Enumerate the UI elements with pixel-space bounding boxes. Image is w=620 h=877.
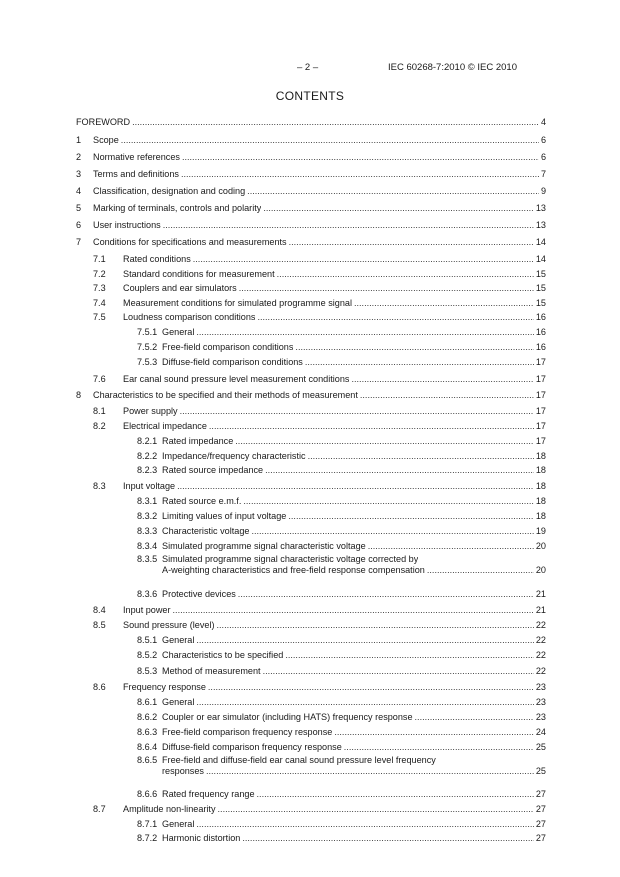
- toc-entry-page: 27: [535, 788, 546, 799]
- toc-entry-page: 18: [535, 510, 546, 521]
- toc-entry-number: 8.4: [93, 605, 106, 615]
- dot-leader: [360, 390, 534, 401]
- toc-entry-line: [162, 526, 546, 537]
- toc-entry-line: [162, 465, 546, 476]
- dot-leader: [121, 135, 539, 146]
- toc-entry-title: Loudness comparison conditions: [123, 312, 256, 322]
- toc-entry-number: 8: [76, 390, 82, 400]
- toc-entry-number: 8.3: [93, 481, 106, 491]
- dot-leader: [415, 712, 534, 723]
- toc-entry-line: [162, 451, 546, 462]
- toc-entry-page: 15: [535, 268, 546, 279]
- toc-entry-title: Free-field and diffuse-field ear canal sound pressure level frequency: [162, 754, 436, 765]
- dot-leader: [208, 682, 534, 693]
- toc-entry-title: Classification, designation and coding: [93, 186, 246, 196]
- toc-entry-title: Rated impedance: [162, 435, 234, 446]
- toc-entry-title: Free-field comparison frequency response: [162, 726, 333, 737]
- toc-entry-number: 8.2.3: [137, 465, 158, 475]
- toc-entry-number: 7.5: [93, 312, 106, 322]
- toc-entry-title: Harmonic distortion: [162, 833, 241, 843]
- toc-entry-page: 23: [535, 711, 546, 722]
- toc-entry-page: 6: [540, 152, 546, 162]
- dot-leader: [257, 789, 534, 800]
- toc-entry-page: 25: [535, 765, 546, 776]
- toc-entry-line: [123, 283, 546, 294]
- dot-leader: [368, 541, 534, 552]
- toc-entry-number: 7: [76, 237, 82, 247]
- toc-entry-line: [162, 436, 546, 447]
- toc-entry-number: 8.7.1: [137, 818, 158, 829]
- toc-entry-title: Coupler or ear simulator (including HATS) frequency response: [162, 711, 413, 722]
- dot-leader: [242, 833, 534, 844]
- toc-entry-page: 15: [535, 283, 546, 293]
- toc-entry-number: 8.6: [93, 681, 106, 692]
- dot-leader: [235, 436, 534, 447]
- toc-entry-title: Rated conditions: [123, 253, 191, 264]
- toc-entry-title: Method of measurement: [162, 665, 261, 676]
- toc-entry-title: Rated source e.m.f.: [162, 496, 242, 506]
- toc-entry-page: 19: [535, 525, 546, 536]
- toc-entry-title: Terms and definitions: [93, 169, 179, 179]
- toc-entry-number: 7.2: [93, 268, 106, 279]
- toc-entry-line: [123, 620, 546, 631]
- toc-entry-line: [93, 135, 546, 146]
- toc-entry-page: 14: [535, 253, 546, 264]
- toc-entry-number: 8.7.2: [137, 833, 158, 843]
- toc-entry-title: Rated frequency range: [162, 788, 255, 799]
- toc-entry-number: 8.5: [93, 619, 106, 630]
- dot-leader: [196, 697, 534, 708]
- toc-entry-line: [162, 357, 546, 368]
- toc-entry-line: [93, 220, 546, 231]
- dot-leader: [257, 312, 533, 323]
- toc-entry-line: [123, 682, 546, 693]
- toc-entry-title: Characteristics to be specified and their methods of measurement: [93, 390, 358, 400]
- toc-entry-number: 6: [76, 220, 82, 230]
- dot-leader: [351, 374, 533, 385]
- toc-entry-line: [162, 635, 546, 646]
- toc-entry-line: [162, 650, 546, 661]
- dot-leader: [263, 203, 534, 214]
- toc-entry-page: 18: [535, 450, 546, 461]
- dot-leader: [251, 526, 533, 537]
- toc-entry-title: Free-field comparison conditions: [162, 342, 294, 352]
- toc-entry-title: General: [162, 818, 195, 829]
- dot-leader: [289, 237, 534, 248]
- dot-leader: [181, 169, 539, 180]
- toc-entry-title-continued: A-weighting characteristics and free-field response compensation: [162, 564, 425, 575]
- toc-entry-line: [162, 511, 546, 522]
- toc-entry-line: [93, 169, 546, 180]
- toc-entry-line: [123, 254, 546, 265]
- toc-entry-page: 25: [535, 741, 546, 752]
- toc-entry-number: 7.3: [93, 283, 106, 293]
- toc-entry-title: Normative references: [93, 152, 180, 162]
- toc-entry-line: [93, 390, 546, 401]
- toc-entry-line: [93, 203, 546, 214]
- toc-entry-title: Frequency response: [123, 681, 206, 692]
- toc-entry-page: 22: [535, 619, 546, 630]
- toc-entry-line: [123, 312, 546, 323]
- toc-entry-number: 8.5.3: [137, 665, 158, 676]
- toc-entry-line: [162, 742, 546, 753]
- toc-entry-page: 21: [535, 589, 546, 599]
- toc-entry-number: 8.5.1: [137, 634, 158, 645]
- toc-entry-title: Power supply: [123, 406, 178, 416]
- dot-leader: [163, 220, 534, 231]
- toc-entry-line: [123, 421, 546, 432]
- toc-entry-page: 17: [535, 373, 546, 384]
- toc-entry-page: 18: [535, 496, 546, 506]
- toc-entry-number: 8.3.5: [137, 553, 158, 564]
- toc-entry-line: [162, 342, 546, 353]
- toc-entry-number: 4: [76, 186, 82, 196]
- toc-entry-line: [123, 374, 546, 385]
- toc-entry-page: 17: [535, 390, 546, 400]
- toc-entry-number: 7.5.2: [137, 342, 158, 352]
- toc-entry-number: 8.6.5: [137, 754, 158, 765]
- toc-entry-number: 8.6.4: [137, 741, 158, 752]
- toc-entry-line: [162, 541, 546, 552]
- standard-id: IEC 60268-7:2010 © IEC 2010: [388, 62, 518, 73]
- toc-entry-line: [162, 819, 546, 830]
- toc-entry-number: 8.3.6: [137, 589, 158, 599]
- toc-entry-line: [123, 269, 546, 280]
- page-header: [0, 62, 620, 76]
- toc-entry-title: Impedance/frequency characteristic: [162, 450, 306, 461]
- toc-entry-page: 13: [535, 203, 546, 213]
- dot-leader: [334, 727, 534, 738]
- toc-entry-title: General: [162, 696, 195, 707]
- toc-entry-number: 7.1: [93, 253, 106, 264]
- dot-leader: [196, 327, 534, 338]
- dot-leader: [239, 283, 534, 294]
- toc-entry-page: 16: [535, 342, 546, 352]
- toc-entry-title: Characteristics to be specified: [162, 649, 284, 660]
- toc-entry-title: Measurement conditions for simulated programme signal: [123, 297, 352, 308]
- toc-entry-page: 14: [535, 237, 546, 247]
- toc-entry-page: 27: [535, 803, 546, 814]
- toc-entry-title: Protective devices: [162, 589, 236, 599]
- toc-entry-title: Limiting values of input voltage: [162, 510, 287, 521]
- toc-entry-number: 8.3.2: [137, 510, 158, 521]
- toc-entry-page: 27: [535, 833, 546, 843]
- toc-entry-page: 6: [540, 135, 546, 145]
- toc-entry-title: Rated source impedance: [162, 465, 264, 475]
- dot-leader: [206, 766, 534, 777]
- toc-entry-line: [76, 117, 546, 128]
- dot-leader: [288, 511, 534, 522]
- dot-leader: [196, 819, 534, 830]
- toc-entry-line: [162, 727, 546, 738]
- toc-entry-page: 21: [535, 605, 546, 615]
- dot-leader: [354, 298, 534, 309]
- toc-entry-page: 23: [535, 696, 546, 707]
- toc-entry-number: 8.6.2: [137, 711, 158, 722]
- toc-entry-number: 7.5.3: [137, 357, 158, 367]
- toc-entry-line: [162, 766, 546, 777]
- toc-entry-page: 16: [535, 312, 546, 322]
- toc-entry-number: 7.6: [93, 373, 106, 384]
- toc-entry-page: 17: [535, 435, 546, 446]
- toc-entry-title: Diffuse-field comparison conditions: [162, 357, 303, 367]
- toc-entry-title: Standard conditions for measurement: [123, 268, 275, 279]
- toc-entry-title: Diffuse-field comparison frequency response: [162, 741, 342, 752]
- dot-leader: [209, 421, 534, 432]
- toc-entry-line: [162, 833, 546, 844]
- dot-leader: [182, 152, 539, 163]
- toc-entry-line: [162, 712, 546, 723]
- toc-entry-page: 17: [535, 357, 546, 367]
- toc-entry-line: [123, 481, 546, 492]
- toc-entry-number: 8.6.6: [137, 788, 158, 799]
- toc-entry-number: 8.2.2: [137, 450, 158, 461]
- toc-entry-page: 22: [535, 649, 546, 660]
- dot-leader: [193, 254, 534, 265]
- toc-entry-title: Simulated programme signal characteristic voltage: [162, 540, 366, 551]
- toc-entry-line: [162, 565, 546, 576]
- toc-entry-line: [162, 589, 546, 600]
- toc-entry-title: Characteristic voltage: [162, 525, 250, 536]
- toc-entry-number: 5: [76, 203, 82, 213]
- dot-leader: [180, 406, 534, 417]
- toc-entry-number: 1: [76, 135, 82, 145]
- toc-entry-title: General: [162, 634, 195, 645]
- dot-leader: [196, 635, 534, 646]
- dot-leader: [173, 605, 534, 616]
- dot-leader: [177, 481, 534, 492]
- toc-entry-number: 8.2.1: [137, 435, 158, 446]
- toc-entry-line: [123, 298, 546, 309]
- toc-entry-line: [162, 789, 546, 800]
- toc-entry-title: Marking of terminals, controls and polarity: [93, 203, 262, 213]
- toc-entry-line: [162, 327, 546, 338]
- toc-entry-title-continued: responses: [162, 765, 204, 776]
- toc-entry-title: Input power: [123, 605, 171, 615]
- page-number: – 2 –: [297, 62, 319, 73]
- toc-entry-number: 8.3.1: [137, 496, 158, 506]
- toc-entry-number: 8.7: [93, 803, 106, 814]
- toc-entry-title: Electrical impedance: [123, 421, 207, 431]
- toc-entry-page: 17: [535, 406, 546, 416]
- toc-entry-line: [123, 605, 546, 616]
- toc-entry-number: 7.4: [93, 297, 106, 308]
- toc-entry-title: Couplers and ear simulators: [123, 283, 237, 293]
- toc-entry-page: 22: [535, 665, 546, 676]
- toc-entry-number: 8.1: [93, 406, 106, 416]
- toc-entry-title: Conditions for specifications and measurements: [93, 237, 287, 247]
- dot-leader: [218, 804, 534, 815]
- toc-entry-page: 24: [535, 726, 546, 737]
- toc-entry-title: Simulated programme signal characteristic voltage corrected by: [162, 553, 419, 564]
- toc-entry-title: General: [162, 327, 195, 337]
- toc-entry-title: Scope: [93, 135, 119, 145]
- toc-entry-page: 18: [535, 465, 546, 475]
- toc-entry-line: [93, 237, 546, 248]
- toc-entry-line: [93, 186, 546, 197]
- toc-entry-page: 4: [540, 117, 546, 127]
- dot-leader: [238, 589, 534, 600]
- toc-entry-page: 20: [535, 540, 546, 551]
- toc-entry-line: [162, 496, 546, 507]
- toc-entry-line: [123, 804, 546, 815]
- toc-entry-page: 13: [535, 220, 546, 230]
- toc-entry-page: 27: [535, 818, 546, 829]
- dot-leader: [217, 620, 534, 631]
- toc-entry-page: 15: [535, 297, 546, 308]
- toc-entry-page: 23: [535, 681, 546, 692]
- dot-leader: [265, 465, 534, 476]
- toc-entry-line: [162, 666, 546, 677]
- toc-entry-number: 8.5.2: [137, 649, 158, 660]
- toc-entry-line: [162, 697, 546, 708]
- toc-entry-page: 20: [535, 564, 546, 575]
- toc-entry-line: [93, 152, 546, 163]
- toc-entry-number: 8.2: [93, 421, 106, 431]
- dot-leader: [427, 565, 534, 576]
- toc-entry-title: Amplitude non-linearity: [123, 803, 216, 814]
- toc-entry-page: 22: [535, 634, 546, 645]
- toc-entry-page: 9: [540, 186, 546, 196]
- toc-entry-page: 7: [540, 169, 546, 179]
- dot-leader: [277, 269, 534, 280]
- toc-entry-number: 8.6.3: [137, 726, 158, 737]
- toc-entry-number: 8.3.3: [137, 525, 158, 536]
- toc-entry-page: 18: [535, 481, 546, 491]
- dot-leader: [285, 650, 534, 661]
- toc-entry-page: 16: [535, 327, 546, 337]
- dot-leader: [344, 742, 534, 753]
- page-title: CONTENTS: [275, 89, 345, 103]
- dot-leader: [308, 451, 534, 462]
- dot-leader: [243, 496, 534, 507]
- dot-leader: [132, 117, 539, 128]
- dot-leader: [263, 666, 534, 677]
- toc-entry-number: 7.5.1: [137, 327, 158, 337]
- toc-entry-title: Sound pressure (level): [123, 619, 215, 630]
- toc-entry-number: 2: [76, 152, 82, 162]
- toc-entry-title: FOREWORD: [76, 117, 131, 127]
- toc-entry-page: 17: [535, 421, 546, 431]
- dot-leader: [305, 357, 534, 368]
- toc-entry-title: User instructions: [93, 220, 161, 230]
- toc-entry-number: 8.6.1: [137, 696, 158, 707]
- toc-entry-title: Input voltage: [123, 481, 176, 491]
- toc-entry-number: 8.3.4: [137, 540, 158, 551]
- toc-entry-line: [123, 406, 546, 417]
- toc-entry-number: 3: [76, 169, 82, 179]
- toc-entry-title: Ear canal sound pressure level measurement conditions: [123, 373, 350, 384]
- dot-leader: [295, 342, 533, 353]
- dot-leader: [247, 186, 539, 197]
